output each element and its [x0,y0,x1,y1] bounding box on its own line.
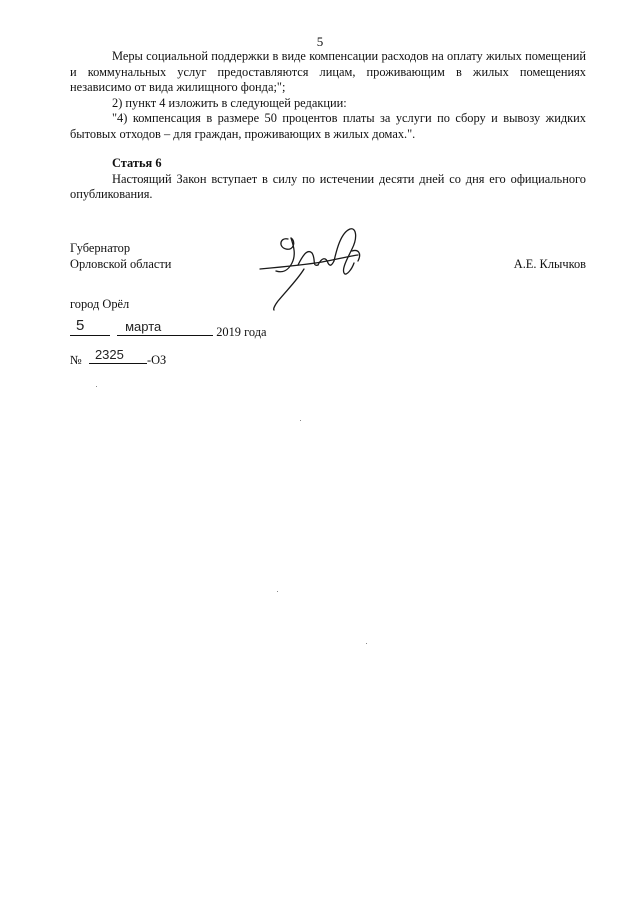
city: город Орёл [70,297,130,311]
scan-speck [366,643,367,644]
number-value: 2325 [94,347,124,362]
signatory-title-line1: Губернатор [70,241,131,255]
paragraph-support-measures: Меры социальной поддержки в виде компенсации расходов на оплату жилых помещений и коммунальных услуг предоставляются лицам, проживающим в жилых помещениях независимо от вида жилищного фонда;"; [70,49,586,94]
number-blank [89,349,147,364]
number-prefix: № [70,353,82,367]
scan-speck [96,386,97,387]
number-suffix: -ОЗ [146,353,167,367]
paragraph-item-2: 2) пункт 4 изложить в следующей редакции: [112,95,347,110]
paragraph-entry-into-force: Настоящий Закон вступает в силу по истечении десяти дней со дня его официального опубликования. [70,171,586,201]
number-line [70,349,166,368]
signatory-title-line2: Орловской области [70,256,172,271]
date-day: 5 [76,317,85,334]
scan-speck [300,420,301,421]
scan-speck [277,591,278,592]
date-year: 2019 года [216,325,267,339]
signatory-title [70,241,171,272]
signature-block [70,241,586,311]
handwritten-signature [258,223,378,311]
page-number: 5 [316,34,324,49]
date-line [70,317,267,340]
date-day-blank [70,317,110,336]
signatory-name: А.Е. Клычков [513,256,586,271]
paragraph-item-4-text: "4) компенсация в размере 50 процентов платы за услуги по сбору и вывозу жидких бытовых отходов – для граждан, проживающих в жилых домах.". [70,111,586,141]
article-heading: Статья 6 [112,156,162,170]
date-month: марта [125,319,162,334]
date-month-blank [117,321,213,336]
document-body [70,49,586,203]
